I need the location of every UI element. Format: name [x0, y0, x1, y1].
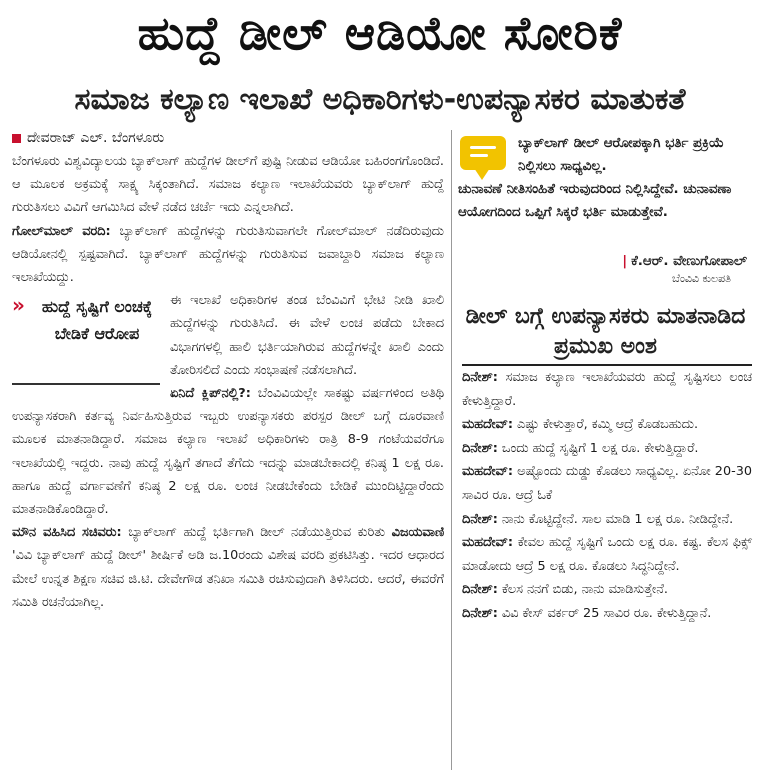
dialogue-line: [462, 578, 752, 602]
dialogue-line: [462, 460, 752, 507]
dialogue-speaker: ದಿನೇಶ್:: [462, 440, 498, 456]
dialogue-list: [462, 366, 752, 626]
clip-paragraph: [12, 382, 444, 521]
speech-bubble-icon: [460, 136, 506, 170]
subheadline: ಸಮಾಜ ಕಲ್ಯಾಣ ಇಲಾಖೆ ಅಧಿಕಾರಿಗಳು-ಉಪನ್ಯಾಸಕರ ಮಾತುಕತೆ: [74, 82, 686, 117]
silent-paragraph: [12, 521, 444, 614]
quote-author: [622, 253, 747, 269]
dialogue-speaker: ದಿನೇಶ್:: [462, 582, 498, 598]
quote-box: [458, 130, 753, 283]
quote-author-role: ಬೆಂವಿವಿ ಕುಲಪತಿ: [672, 272, 731, 285]
headline: ಹುದ್ದೆ ಡೀಲ್ ಆಡಿಯೋ ಸೋರಿಕೆ: [137, 6, 623, 60]
silent-text-a: ಬ್ಯಾಕ್‌ಲಾಗ್ ಹುದ್ದೆ ಭರ್ತಿಗಾಗಿ ಡೀಲ್ ನಡೆಯುತ್ತಿರುವ ಕುರಿತು: [121, 525, 392, 541]
dialogue-speaker: ಮಹದೇವ್:: [462, 464, 513, 480]
byline: [12, 128, 164, 148]
dialogue-text: ಕೇವಲ ಹುದ್ದೆ ಸೃಷ್ಟಿಗೆ ಒಂದು ಲಕ್ಷ ರೂ. ಕಷ್ಟ. ಕೆಲಸ ಫಿಕ್ಸ್ ಮಾಡೋದು ಆದ್ರೆ 5 ಲಕ್ಷ ರೂ. ಕೊಡಲು ಸಿದ್ಧನಿದ್ದೇನೆ.: [462, 535, 752, 574]
clip-label: ಏನಿದೆ ಕ್ಲಿಪ್‌ನಲ್ಲಿ?:: [170, 386, 251, 402]
dialogue-text: ವಿವಿ ಕೇಸ್ ವರ್ಕರ್ 25 ಸಾವಿರ ರೂ. ಕೇಳುತ್ತಿದ್ದಾನೆ.: [497, 605, 712, 621]
column-divider: [451, 130, 452, 770]
clip-text: ಬೆಂವಿವಿಯಲ್ಲೇ ಸಾಕಷ್ಟು ವರ್ಷಗಳಿಂದ ಅತಿಥಿ ಉಪನ್ಯಾಸಕರಾಗಿ ಕರ್ತವ್ಯ ನಿರ್ವಹಿಸುತ್ತಿರುವ ಇಬ್ಬರು ಉಪನ್ಯಾಸಕರು ಪರಸ್ಪರ ಡೀಲ್ ಬಗ್ಗೆ ದೂರವಾಣಿ ಮೂಲಕ ಮಾತನಾಡಿದ್ದಾರೆ. ಸಮಾಜ ಕಲ್ಯಾಣ ಇಲಾಖೆ ಅಧಿಕಾರಿಗಳು ರಾತ್ರಿ 8-9 ಗಂಟೆಯವರೆಗೂ ಇಲಾಖೆಯಲ್ಲಿ ಇದ್ದರು. ನಾವು ಹುದ್ದೆ ಸೃಷ್ಟಿಗೆ ತಗಾದೆ ತೆಗೆದು ಇದನ್ನು ಮಾಡಬೇಕಾದಲ್ಲಿ ಕನಿಷ್ಠ 1 ಲಕ್ಷ ರೂ. ಹಾಗೂ ಹುದ್ದೆ ವರ್ಗಾವಣೆಗೆ ಕನಿಷ್ಠ 2 ಲಕ್ಷ ರೂ. ಲಂಚ ನೀಡಬೇಕೆಂದು ಬೇಡಿಕೆ ಮುಂದಿಟ್ಟಿದ್ದಾರೆಂದು ಮಾತನಾಡಿಕೊಂಡಿದ್ದಾರೆ.: [12, 386, 444, 518]
quote-bar-icon: |: [622, 253, 628, 269]
dialogue-speaker: ಮಹದೇವ್:: [462, 535, 513, 551]
quote-text-a: ಬ್ಯಾಕ್‌ಲಾಗ್ ಡೀಲ್ ಆರೋಪಕ್ಕಾಗಿ ಭರ್ತಿ ಪ್ರಕ್ರಿಯೆ ನಿಲ್ಲಿಸಲು ಸಾಧ್ಯವಿಲ್ಲ.: [518, 136, 724, 174]
pull-quote-text: ಹುದ್ದೆ ಸೃಷ್ಟಿಗೆ ಲಂಚಕ್ಕೆ ಬೇಡಿಕೆ ಆರೋಪ: [41, 297, 153, 344]
golmaal-text: ಬ್ಯಾಕ್‌ಲಾಗ್ ಹುದ್ದೆಗಳನ್ನು ಗುರುತಿಸುವಾಗಲೇ ಗೋಲ್‌ಮಾಲ್ ನಡೆದಿರುವುದು ಆಡಿಯೋನಲ್ಲಿ ಸ್ಪಷ್ಟವಾಗಿದೆ. ಬ್ಯಾಕ್‌ಲಾಗ್ ಹುದ್ದೆಗಳನ್ನು ಗುರುತಿಸುವ ಜವಾಬ್ದಾರಿ ಸಮಾಜ ಕಲ್ಯಾಣ ಇಲಾಖೆಯದ್ದು.: [12, 223, 444, 286]
pull-quote: [12, 291, 160, 385]
dialogue-line: [462, 531, 752, 578]
double-chevron-icon: »: [12, 293, 25, 318]
dialogue-text: ಕೆಲಸ ನನಗೆ ಬಿಡು, ನಾನು ಮಾಡಿಸುತ್ತೇನೆ.: [497, 582, 668, 598]
byline-square-icon: [12, 134, 21, 143]
byline-text: ದೇವರಾಜ್ ಎಲ್. ಬೆಂಗಳೂರು: [27, 130, 165, 146]
pull-paragraph: ಈ ಇಲಾಖೆ ಅಧಿಕಾರಿಗಳ ತಂಡ ಬೆಂವಿವಿಗೆ ಭೇಟಿ ನೀಡಿ ಖಾಲಿ ಹುದ್ದೆಗಳನ್ನು ಗುರುತಿಸಿದೆ. ಈ ವೇಳೆ ಲಂಚ ಪಡೆದು ಬೇಕಾದ ವಿಭಾಗಗಳಲ್ಲಿ ಹಾಲಿ ಭರ್ತಿಯಾಗಿರುವ ಹುದ್ದೆಗಳನ್ನೇ ಖಾಲಿ ಎಂದು ತೋರಿಸಲಿದೆ ಎಂದು ಸಂಭಾಷಣೆ ನಡೆಸಲಾಗಿದೆ.: [170, 293, 444, 378]
golmaal-label: ಗೋಲ್‌ಮಾಲ್ ವರದಿ:: [12, 223, 111, 239]
dialogue-line: [462, 508, 752, 532]
dialogue-line: [462, 602, 752, 626]
quote-author-name: ಕೆ.ಆರ್. ವೇಣುಗೋಪಾಲ್: [631, 253, 747, 269]
dialogue-line: [462, 413, 752, 437]
dialogue-text: ನಾನು ಕೊಟ್ಟಿದ್ದೇನೆ. ಸಾಲ ಮಾಡಿ 1 ಲಕ್ಷ ರೂ. ನೀಡಿದ್ದೇನೆ.: [497, 511, 734, 527]
dialogue-speaker: ದಿನೇಶ್:: [462, 511, 498, 527]
dialogue-speaker: ದಿನೇಶ್:: [462, 370, 498, 385]
newspaper-name: ವಿಜಯವಾಣಿ: [391, 525, 445, 541]
intro-paragraph: ಬೆಂಗಳೂರು ವಿಶ್ವವಿದ್ಯಾಲಯ ಬ್ಯಾಕ್‌ಲಾಗ್ ಹುದ್ದೆಗಳ ಡೀಲ್‌ಗೆ ಪುಷ್ಟಿ ನೀಡುವ ಆಡಿಯೋ ಬಹಿರಂಗಗೊಂಡಿದೆ. ಆ ಮೂಲಕ ಅಕ್ರಮಕ್ಕೆ ಸಾಕ್ಷ್ಯ ಸಿಕ್ಕಂತಾಗಿದೆ. ಸಮಾಜ ಕಲ್ಯಾಣ ಇಲಾಖೆಯವರು ಬ್ಯಾಕ್‌ಲಾಗ್ ಹುದ್ದೆ ಗುರುತಿಸಲು ವಿವಿಗೆ ಆಗಮಿಸಿದ ವೇಳೆ ನಡೆದ ಚರ್ಚೆ ಇದು ಎನ್ನಲಾಗಿದೆ.: [12, 154, 444, 216]
dialogue-text: ಒಂದು ಹುದ್ದೆ ಸೃಷ್ಟಿಗೆ 1 ಲಕ್ಷ ರೂ. ಕೇಳುತ್ತಿದ್ದಾರೆ.: [497, 440, 699, 456]
silent-label: ಮೌನ ವಹಿಸಿದ ಸಚಿವರು:: [12, 525, 122, 541]
quote-text-b: ಚುನಾವಣೆ ನೀತಿಸಂಹಿತೆ ಇರುವುದರಿಂದ ನಿಲ್ಲಿಸಿದ್ದೇವೆ. ಚುನಾವಣಾ ಆಯೋಗದಿಂದ ಒಪ್ಪಿಗೆ ಸಿಕ್ಕರೆ ಭರ್ತಿ ಮಾಡುತ್ತೇವೆ.: [458, 182, 732, 220]
dialogue-text: ಅಷ್ಟೊಂದು ದುಡ್ಡು ಕೊಡಲು ಸಾಧ್ಯವಿಲ್ಲ. ಏನೋ 20-30 ಸಾವಿರ ರೂ. ಆದ್ರೆ ಓಕೆ: [462, 464, 752, 503]
silent-text-b: 'ವಿವಿ ಬ್ಯಾಕ್‌ಲಾಗ್ ಹುದ್ದೆ ಡೀಲ್' ಶೀರ್ಷಿಕೆ ಅಡಿ ಜ.10ರಂದು ವಿಶೇಷ ವರದಿ ಪ್ರಕಟಿಸಿತ್ತು. ಇದರ ಆಧಾರದ ಮೇಲೆ ಉನ್ನತ ಶಿಕ್ಷಣ ಸಚಿವ ಜಿ.ಟಿ. ದೇವೇಗೌಡ ತನಿಖಾ ಸಮಿತಿ ರಚಿಸುವುದಾಗಿ ತಿಳಿಸಿದರು. ಆದರೆ, ಈವರೆಗೆ ಸಮಿತಿ ರಚನೆಯಾಗಿಲ್ಲ.: [12, 548, 444, 610]
dialogue-text: ಎಷ್ಟು ಕೇಳುತ್ತಾರೆ, ಕಮ್ಮಿ ಆದ್ರೆ ಕೊಡಬಹುದು.: [512, 417, 699, 433]
dialogue-speaker: ಮಹದೇವ್:: [462, 417, 513, 433]
dialogue-line: [462, 366, 752, 413]
golmaal-paragraph: [12, 220, 444, 290]
dialogue-text: ಸಮಾಜ ಕಲ್ಯಾಣ ಇಲಾಖೆಯವರು ಹುದ್ದೆ ಸೃಷ್ಟಿಸಲು ಲಂಚ ಕೇಳುತ್ತಿದ್ದಾರೆ.: [462, 370, 752, 409]
dialogue-speaker: ದಿನೇಶ್:: [462, 605, 498, 621]
article-body: [12, 150, 444, 614]
dialogue-line: [462, 437, 752, 461]
deal-section-title: ಡೀಲ್ ಬಗ್ಗೆ ಉಪನ್ಯಾಸಕರು ಮಾತನಾಡಿದ ಪ್ರಮುಖ ಅಂಶ: [465, 304, 746, 359]
